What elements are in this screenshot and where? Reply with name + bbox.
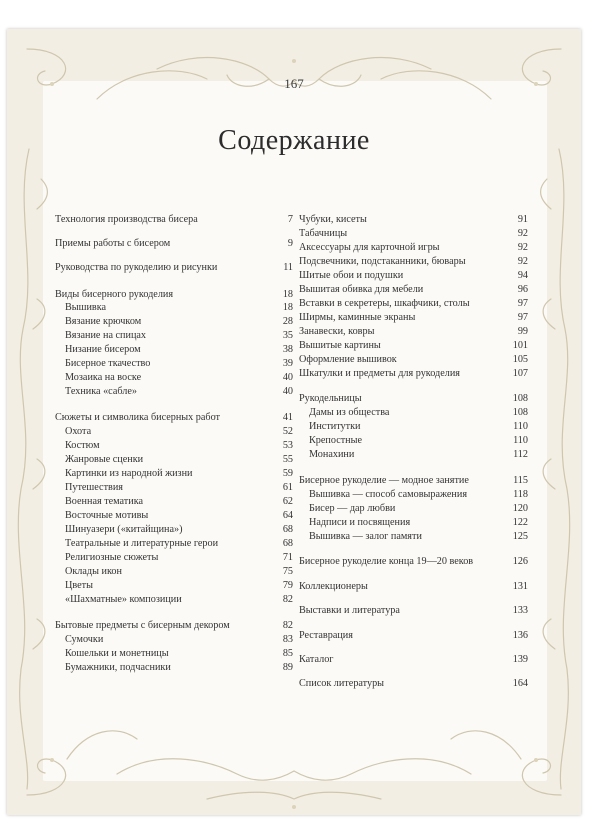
toc-entry-title: Вязание на спицах [65, 330, 147, 341]
toc-entry-title: Рукодельницы [299, 393, 362, 404]
toc-entry-page: 83 [282, 634, 293, 645]
toc-entry [299, 283, 528, 296]
toc-entry [55, 509, 293, 522]
toc-entry-title: Кошельки и монетницы [65, 648, 169, 659]
toc-entry-page: 61 [282, 482, 293, 493]
toc-entry-page: 18 [282, 302, 293, 313]
toc-entry [55, 288, 293, 301]
toc-entry [299, 604, 528, 617]
toc-entry [55, 453, 293, 466]
toc-entry [299, 629, 528, 642]
toc-entry [299, 516, 528, 529]
toc-entry-page: 108 [512, 407, 528, 418]
toc-entry-title: «Шахматные» композиции [65, 594, 182, 605]
toc-entry-title: Бисерное ткачество [65, 358, 151, 369]
toc-entry-page: 133 [512, 605, 528, 616]
toc-entry [299, 555, 528, 568]
toc-entry-title: Коллекционеры [299, 581, 368, 592]
toc-entry-title: Цветы [65, 580, 93, 591]
toc-entry [55, 301, 293, 314]
toc-entry [55, 495, 293, 508]
toc-entry-title: Чубуки, кисеты [299, 214, 367, 225]
toc-entry-page: 62 [282, 496, 293, 507]
toc-entry-page: 112 [513, 449, 528, 460]
toc-entry [299, 311, 528, 324]
toc-entry [55, 425, 293, 438]
toc-entry-title: Крепостные [309, 435, 363, 446]
toc-entry [299, 227, 528, 240]
toc-entry-title: Военная тематика [65, 496, 144, 507]
toc-entry [299, 677, 528, 690]
toc-entry-page: 28 [282, 316, 293, 327]
toc-entry [55, 619, 293, 632]
toc-entry-page: 92 [517, 242, 528, 253]
toc-entry-title: Бисерное рукоделие — модное занятие [299, 475, 469, 486]
toc-entry-page: 59 [282, 468, 293, 479]
toc-entry-page: 92 [517, 256, 528, 267]
toc-entry-page: 97 [517, 298, 528, 309]
toc-entry-title: Шкатулки и предметы для рукоделия [299, 368, 460, 379]
toc-entry [299, 530, 528, 543]
toc-entry-title: Виды бисерного рукоделия [55, 289, 174, 300]
toc-entry-page: 82 [282, 620, 293, 631]
toc-entry-page: 64 [282, 510, 293, 521]
toc-entry-title: Аксессуары для карточной игры [299, 242, 440, 253]
toc-entry [55, 537, 293, 550]
toc-entry-title: Институтки [309, 421, 361, 432]
toc-entry-title: Дамы из общества [309, 407, 390, 418]
toc-entry-page: 53 [282, 440, 293, 451]
toc-entry-page: 96 [517, 284, 528, 295]
toc-entry [299, 448, 528, 461]
toc-entry [55, 237, 293, 250]
toc-entry-page: 110 [513, 435, 528, 446]
toc-entry-page: 85 [282, 648, 293, 659]
toc-entry [55, 579, 293, 592]
toc-entry-page: 18 [282, 289, 293, 300]
toc-entry-page: 68 [282, 524, 293, 535]
toc-entry-title: Реставрация [299, 630, 353, 641]
toc-entry [55, 213, 293, 226]
toc-entry-title: Бытовые предметы с бисерным декором [55, 620, 230, 631]
book-page [7, 29, 581, 815]
toc-entry [299, 420, 528, 433]
toc-entry-title: Костюм [65, 440, 100, 451]
toc-entry [55, 633, 293, 646]
page-number: 167 [284, 76, 304, 91]
toc-entry-page: 99 [517, 326, 528, 337]
toc-entry [55, 661, 293, 674]
toc-entry [299, 474, 528, 487]
toc-entry-title: Ширмы, каминные экраны [299, 312, 416, 323]
toc-entry-title: Низание бисером [65, 344, 141, 355]
toc-entry-title: Вставки в секретеры, шкафчики, столы [299, 298, 470, 309]
toc-entry-title: Монахини [309, 449, 355, 460]
toc-entry-page: 41 [282, 412, 293, 423]
toc-entry-title: Техника «сабле» [65, 386, 137, 397]
toc-entry-title: Технология производства бисера [55, 214, 198, 225]
toc-entry-page: 89 [282, 662, 293, 673]
toc-entry-page: 91 [517, 214, 528, 225]
toc-entry [299, 213, 528, 226]
toc-entry-title: Сумочки [65, 634, 104, 645]
toc-entry-page: 40 [282, 386, 293, 397]
toc-entry-title: Список литературы [299, 678, 385, 689]
toc-entry [55, 343, 293, 356]
toc-entry-page: 115 [513, 475, 528, 486]
toc-entry [55, 329, 293, 342]
toc-entry-page: 97 [517, 312, 528, 323]
toc-entry-page: 125 [512, 531, 528, 542]
toc-entry-title: Мозаика на воске [65, 372, 142, 383]
toc-entry [55, 467, 293, 480]
toc-entry [55, 411, 293, 424]
toc-entry [299, 325, 528, 338]
toc-entry-title: Вышивка — способ самовыражения [309, 489, 468, 500]
toc-entry [55, 261, 293, 274]
toc-entry-page: 35 [282, 330, 293, 341]
toc-entry-title: Руководства по рукоделию и рисунки [55, 262, 218, 273]
toc-entry-title: Вышитая обивка для мебели [299, 284, 424, 295]
toc-entry-title: Жанровые сценки [65, 454, 144, 465]
toc-entry-page: 136 [512, 630, 528, 641]
toc-entry [55, 481, 293, 494]
toc-entry-title: Сюжеты и символика бисерных работ [55, 412, 220, 423]
toc-entry-title: Бисерное рукоделие конца 19—20 веков [299, 556, 474, 567]
toc-entry-title: Шитые обои и подушки [299, 270, 404, 281]
toc-entry-page: 105 [512, 354, 528, 365]
toc-entry-page: 122 [512, 517, 528, 528]
toc-entry-title: Приемы работы с бисером [55, 238, 171, 249]
toc-entry [55, 439, 293, 452]
toc-entry [299, 367, 528, 380]
toc-entry-title: Восточные мотивы [65, 510, 149, 521]
toc-entry-page: 40 [282, 372, 293, 383]
toc-entry-title: Занавески, ковры [299, 326, 375, 337]
toc-entry-page: 139 [512, 654, 528, 665]
toc-entry [299, 241, 528, 254]
toc-entry-page: 108 [512, 393, 528, 404]
toc-entry-page: 164 [512, 678, 528, 689]
toc-entry-page: 9 [287, 238, 293, 249]
toc-entry-page: 79 [282, 580, 293, 591]
toc-entry-page: 7 [287, 214, 293, 225]
toc-entry-page: 126 [512, 556, 528, 567]
toc-entry [299, 255, 528, 268]
toc-entry [55, 565, 293, 578]
toc-entry [299, 269, 528, 282]
toc-entry-title: Каталог [299, 654, 334, 665]
toc-entry-title: Подсвечники, подстаканники, бювары [299, 256, 466, 267]
toc-entry [299, 653, 528, 666]
toc-entry-title: Вышивка — залог памяти [309, 531, 422, 542]
toc-entry-title: Театральные и литературные герои [65, 538, 219, 549]
toc-entry-title: Шинуазери («китайщина») [65, 524, 183, 535]
toc-entry-title: Вышивка [65, 302, 107, 313]
toc-entry [299, 434, 528, 447]
toc-entry-title: Бумажники, подчасники [65, 662, 171, 673]
toc-entry-page: 39 [282, 358, 293, 369]
toc-entry-title: Оклады икон [65, 566, 122, 577]
toc-entry [55, 551, 293, 564]
toc-entry [55, 315, 293, 328]
toc-entry-title: Табачницы [299, 228, 348, 239]
toc-entry-title: Вышитые картины [299, 340, 381, 351]
toc-entry-page: 55 [282, 454, 293, 465]
toc-entry [55, 385, 293, 398]
toc-entry-title: Надписи и посвящения [309, 517, 411, 528]
toc-entry [55, 593, 293, 606]
toc-entry-title: Бисер — дар любви [309, 503, 396, 514]
toc-entry [299, 353, 528, 366]
toc-entry-title: Выставки и литература [299, 605, 400, 616]
toc-entry-page: 92 [517, 228, 528, 239]
toc-entry [55, 523, 293, 536]
page-title: Содержание [218, 125, 370, 156]
toc-entry [299, 488, 528, 501]
toc-entry-title: Охота [65, 426, 92, 437]
toc-entry-title: Картинки из народной жизни [65, 468, 193, 479]
toc-entry-page: 120 [512, 503, 528, 514]
toc-entry-page: 131 [512, 581, 528, 592]
toc-entry [55, 371, 293, 384]
toc-entry-title: Вязание крючком [65, 316, 142, 327]
toc-entry [299, 297, 528, 310]
toc-entry [55, 647, 293, 660]
toc-entry [299, 339, 528, 352]
toc-entry-page: 11 [283, 262, 293, 273]
toc-entry [299, 392, 528, 405]
toc-entry-page: 107 [512, 368, 528, 379]
toc-entry-page: 110 [513, 421, 528, 432]
toc-entry-page: 94 [517, 270, 528, 281]
toc-entry-page: 68 [282, 538, 293, 549]
toc-entry-page: 101 [512, 340, 528, 351]
toc-entry-page: 71 [282, 552, 293, 563]
toc-entry-page: 118 [513, 489, 528, 500]
toc-entry-title: Оформление вышивок [299, 354, 397, 365]
toc-entry-title: Религиозные сюжеты [65, 552, 159, 563]
toc-entry [299, 580, 528, 593]
toc-entry-page: 38 [282, 344, 293, 355]
toc-entry [299, 406, 528, 419]
toc-entry-page: 82 [282, 594, 293, 605]
toc-entry [299, 502, 528, 515]
toc-entry-title: Путешествия [65, 482, 123, 493]
toc-entry-page: 52 [282, 426, 293, 437]
toc-entry [55, 357, 293, 370]
toc-entry-page: 75 [282, 566, 293, 577]
